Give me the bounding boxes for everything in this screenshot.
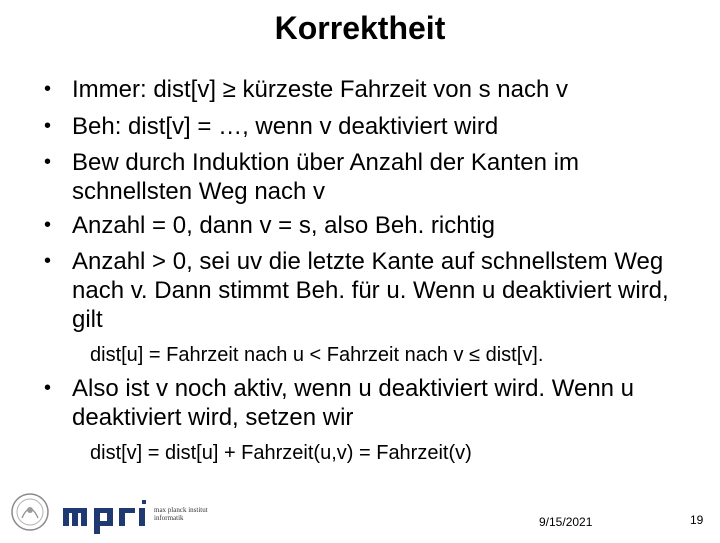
bullet-text: Anzahl = 0, dann v = s, also Beh. richtig xyxy=(72,212,495,239)
bullet-marker: • xyxy=(44,151,52,173)
seal-icon xyxy=(12,494,48,530)
page-title: Korrektheit xyxy=(274,10,446,46)
bullet-item xyxy=(44,75,692,104)
bullet-marker: • xyxy=(44,250,52,272)
bullet-item xyxy=(44,374,692,432)
bullet-item xyxy=(44,148,692,206)
bullet-marker: • xyxy=(44,78,52,100)
mpi-logo-graphic xyxy=(8,488,268,538)
bullet-text: Immer: dist[v] ≥ kürzeste Fahrzeit von s nach v xyxy=(72,76,568,103)
mpii-wordmark xyxy=(63,500,146,534)
bullet-marker: • xyxy=(44,214,52,236)
bullet-item xyxy=(44,247,692,334)
footer-logo xyxy=(8,488,268,543)
logo-text-line1: max planck institut xyxy=(154,506,208,514)
formula-line: dist[u] = Fahrzeit nach u < Fahrzeit nach v ≤ dist[v]. xyxy=(90,344,544,366)
bullet-item xyxy=(44,112,692,141)
bullet-marker: • xyxy=(44,115,52,137)
bullet-text: Also ist v noch aktiv, wenn u deaktiviert wird. Wenn u deaktiviert wird, setzen wir xyxy=(72,375,635,431)
logo-text-line2: informatik xyxy=(154,514,184,522)
bullet-item xyxy=(44,211,692,240)
bullet-text: Beh: dist[v] = …, wenn v deaktiviert wird xyxy=(72,113,499,140)
formula-line: dist[v] = dist[u] + Fahrzeit(u,v) = Fahrzeit(v) xyxy=(90,442,472,464)
bullet-marker: • xyxy=(44,377,52,399)
bullet-text: Anzahl > 0, sei uv die letzte Kante auf schnellstem Weg nach v. Dann stimmt Beh. für u. Wenn u deaktiviert wird, gilt xyxy=(72,248,669,333)
footer-date: 9/15/2021 xyxy=(539,515,593,529)
bullet-text: Bew durch Induktion über Anzahl der Kanten im schnellsten Weg nach v xyxy=(72,149,579,205)
page-number: 19 xyxy=(690,513,704,527)
